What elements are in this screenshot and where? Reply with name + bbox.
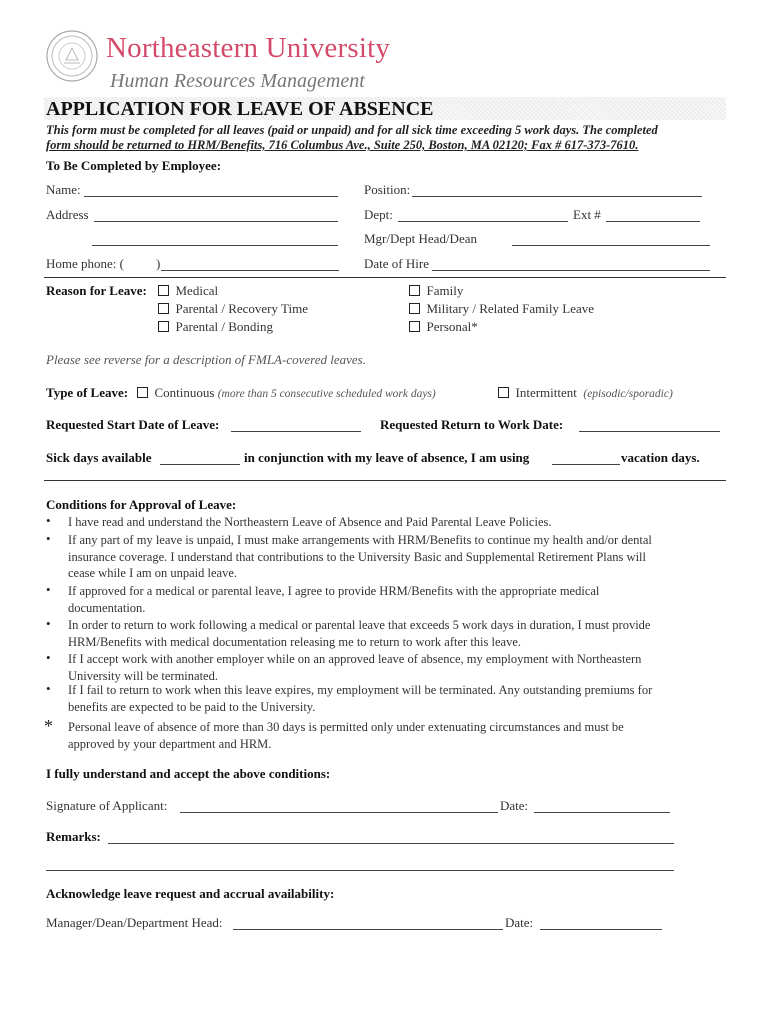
condition-5-line-1: If I accept work with another employer while on an approved leave of absence, my employment with Northeastern [68,652,642,666]
conditions-divider [44,480,726,481]
condition-6-line-1: If I fail to return to work when this leave expires, my employment will be terminated. Any outstanding premiums for [68,683,653,697]
address-label: Address [46,207,89,222]
remarks-field-line-2[interactable] [46,870,674,871]
employee-section-heading: To Be Completed by Employee: [46,158,222,173]
condition-2-line-1: If any part of my leave is unpaid, I must make arrangements with HRM/Benefits to continue my health and/or dental [68,533,652,547]
condition-3 [68,583,728,616]
date-of-hire-label: Date of Hire [364,256,429,271]
remarks-label: Remarks: [46,829,101,844]
manager-date-label: Date: [505,915,534,930]
fmla-note: Please see reverse for a description of FMLA-covered leaves. [46,352,366,367]
personal-note-line-2: approved by your department and HRM. [68,736,272,751]
reason-parental-recovery[interactable] [158,301,308,317]
reason-parental-bonding[interactable] [158,319,273,335]
signature-field[interactable] [180,812,498,813]
type-continuous-label: Continuous [154,385,215,400]
reason-military[interactable] [409,301,594,317]
reason-medical-label: Medical [175,283,219,298]
condition-3-line-1: If approved for a medical or parental leave, I agree to provide HRM/Benefits with the appropriate medical [68,584,600,598]
checkbox-icon [158,303,169,314]
manager-date-field[interactable] [540,929,662,930]
condition-5-line-2: University will be terminated. [68,668,218,683]
sick-days-text: in conjunction with my leave of absence, I am using [244,450,530,465]
type-intermittent[interactable] [498,385,673,401]
reason-military-label: Military / Related Family Leave [426,301,595,316]
condition-5 [68,651,728,684]
bullet-icon: • [46,681,51,696]
bullet-icon: • [46,650,51,665]
condition-2 [68,532,728,582]
reason-family-label: Family [426,283,464,298]
type-continuous-note: (more than 5 consecutive scheduled work days) [217,388,436,400]
condition-3-line-2: documentation. [68,600,146,615]
type-intermittent-label: Intermittent [515,385,577,400]
checkbox-icon [409,285,420,296]
checkbox-icon [158,285,169,296]
home-phone-paren: ) [156,256,161,271]
bullet-icon: • [46,513,51,528]
manager-signature-field[interactable] [233,929,503,930]
reason-parental-recovery-label: Parental / Recovery Time [175,301,309,316]
asterisk-marker: * [44,716,53,736]
conditions-heading: Conditions for Approval of Leave: [46,497,237,512]
university-name: Northeastern University [106,32,391,64]
home-phone-field[interactable] [161,270,339,271]
condition-4 [68,617,728,650]
date-of-hire-field[interactable] [432,270,710,271]
vacation-days-label: vacation days. [621,450,700,465]
type-label: Type of Leave: [46,385,129,400]
return-date-label: Requested Return to Work Date: [380,417,564,432]
position-field[interactable] [412,196,702,197]
type-continuous[interactable] [137,385,436,401]
address-field[interactable] [94,221,338,222]
bullet-icon: • [46,582,51,597]
section-divider [44,277,726,278]
condition-1 [68,514,728,531]
start-date-label: Requested Start Date of Leave: [46,417,220,432]
home-phone-label: Home phone: ( [46,256,124,271]
sick-days-field[interactable] [160,464,240,465]
reason-parental-bonding-label: Parental / Bonding [175,319,273,334]
sick-days-label: Sick days available [46,450,152,465]
bullet-icon: • [46,531,51,546]
start-date-field[interactable] [231,431,361,432]
checkbox-icon [409,321,420,332]
checkbox-icon [137,387,148,398]
reason-family[interactable] [409,283,463,299]
department-name: Human Resources Management [110,70,365,92]
personal-leave-note [68,719,728,752]
mgr-label: Mgr/Dept Head/Dean [364,231,477,246]
checkbox-icon [409,303,420,314]
reason-label: Reason for Leave: [46,283,147,298]
signature-date-label: Date: [500,798,529,813]
type-intermittent-note: (episodic/sporadic) [583,388,673,400]
bullet-icon: • [46,616,51,631]
checkbox-icon [158,321,169,332]
address-line-2-field[interactable] [92,245,338,246]
manager-label: Manager/Dean/Department Head: [46,915,223,930]
return-date-field[interactable] [579,431,720,432]
personal-note-line-1: Personal leave of absence of more than 30 days is permitted only under extenuating circumstances and must be [68,720,624,734]
ext-label: Ext # [573,207,601,222]
ext-field[interactable] [606,221,700,222]
intro-line-1: This form must be completed for all leaves (paid or unpaid) and for all sick time exceeding 5 work days. The completed [46,123,658,137]
acknowledge-heading: Acknowledge leave request and accrual availability: [46,886,335,901]
vacation-days-field[interactable] [552,464,620,465]
name-field[interactable] [84,196,338,197]
condition-1-text: I have read and understand the Northeastern Leave of Absence and Paid Parental Leave Policies. [68,515,552,529]
remarks-field[interactable] [108,843,674,844]
dept-field[interactable] [398,221,568,222]
form-intro [46,123,736,153]
reason-personal[interactable] [409,319,478,335]
name-label: Name: [46,182,81,197]
signature-label: Signature of Applicant: [46,798,168,813]
intro-line-2: form should be returned to HRM/Benefits, 716 Columbus Ave., Suite 250, Boston, MA 02120; Fax # 617-373-7610. [46,138,639,152]
university-seal-icon [46,30,98,82]
condition-6 [68,682,728,715]
form-title: APPLICATION FOR LEAVE OF ABSENCE [46,98,434,120]
position-label: Position: [364,182,411,197]
condition-2-line-2: insurance coverage. I understand that contributions to the University Basic and Supplemental Retirement Plans will [68,549,646,564]
reason-medical[interactable] [158,283,218,299]
condition-2-line-3: cease while I am on unpaid leave. [68,566,238,580]
condition-4-line-2: HRM/Benefits with medical documentation releasing me to return to work after this leave. [68,634,521,649]
dept-label: Dept: [364,207,393,222]
condition-6-line-2: benefits are expected to be paid to the University. [68,699,316,714]
accept-heading: I fully understand and accept the above conditions: [46,766,331,781]
reason-personal-label: Personal* [426,319,478,334]
checkbox-icon [498,387,509,398]
mgr-field[interactable] [512,245,710,246]
condition-4-line-1: In order to return to work following a medical or parental leave that exceeds 5 work days in duration, I must provide [68,618,651,632]
signature-date-field[interactable] [534,812,670,813]
